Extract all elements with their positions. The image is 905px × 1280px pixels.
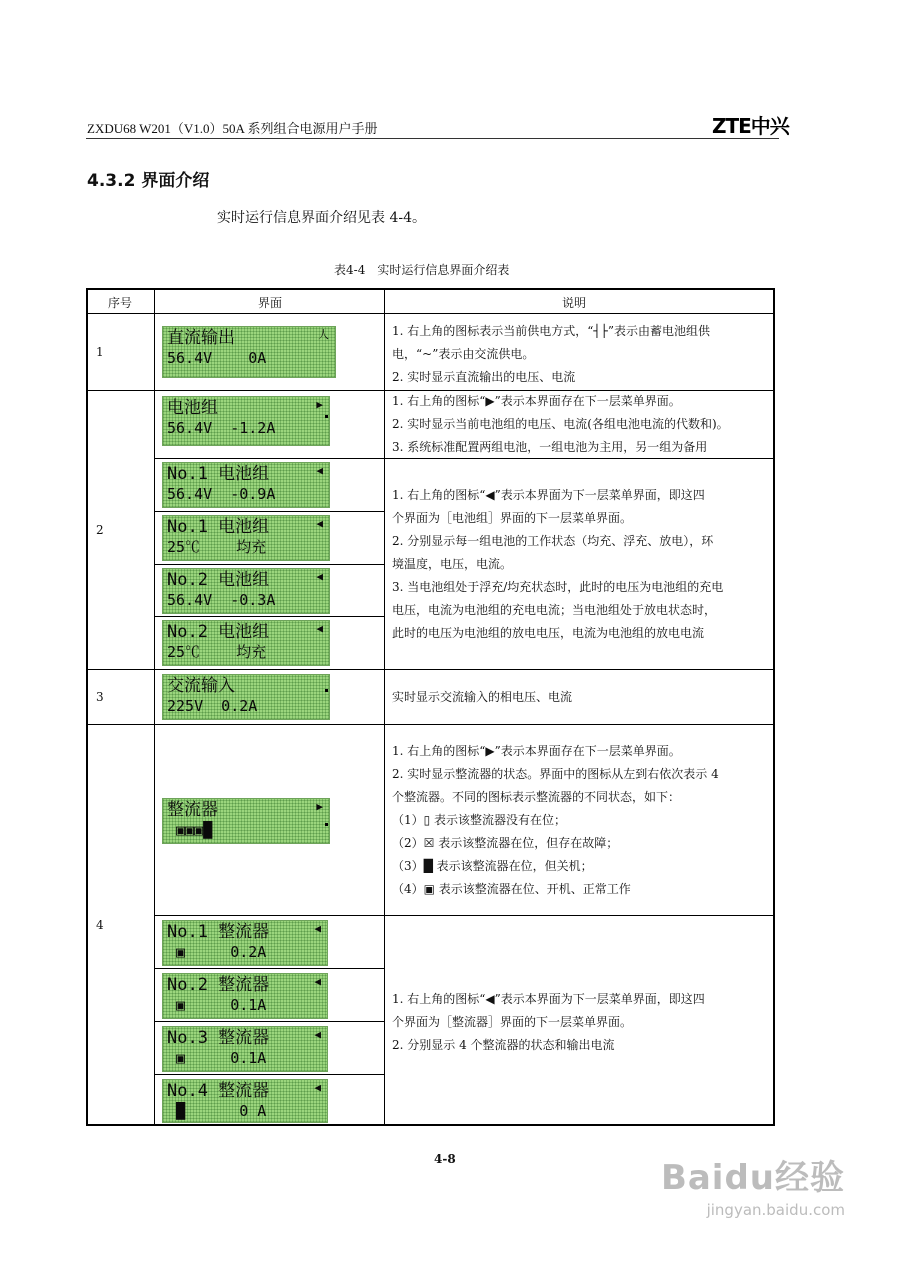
row-number: 4 — [96, 918, 104, 932]
arrow-left-icon: ◀ — [314, 1081, 321, 1094]
lcd-line1: No.2 电池组 — [167, 570, 270, 590]
row-divider — [154, 1074, 384, 1075]
lcd-line1: 电池组 — [167, 398, 218, 418]
desc-line: （2）☒ 表示该整流器在位，但存在故障； — [392, 836, 619, 850]
desc-row2 — [392, 390, 729, 459]
desc-line: 3. 系统标准配置两组电池，一组电池为主用，另一组为备用 — [392, 440, 708, 454]
scroll-dot-icon — [325, 823, 328, 826]
row-divider — [88, 669, 773, 670]
lcd-line1: No.2 整流器 — [167, 975, 270, 995]
power-source-icon: 人 — [318, 328, 329, 341]
row-divider — [154, 564, 384, 565]
desc-line: 个界面为［整流器］界面的下一层菜单界面。 — [392, 1015, 633, 1029]
lcd-line1: No.3 整流器 — [167, 1028, 270, 1048]
lcd-line1: No.1 电池组 — [167, 517, 270, 537]
lcd-screen-battery-1 — [162, 462, 330, 508]
header-desc: 说明 — [562, 296, 587, 310]
row-number: 3 — [96, 690, 104, 704]
lcd-line1: No.4 整流器 — [167, 1081, 270, 1101]
desc-line: 电，“~”表示由交流供电。 — [392, 347, 535, 361]
row-divider — [154, 616, 384, 617]
lcd-screen-battery-2-status — [162, 620, 330, 666]
lcd-line2: 25℃ 均充 — [167, 643, 267, 661]
row-divider — [154, 1021, 384, 1022]
col-divider — [154, 290, 155, 1124]
lcd-line2: █ 0 A — [167, 1102, 267, 1120]
row-number: 1 — [96, 345, 104, 359]
desc-line: （4）▣ 表示该整流器在位、开机、正常工作 — [392, 882, 631, 896]
intro-paragraph: 实时运行信息界面介绍见表 4-4。 — [217, 210, 426, 226]
arrow-left-icon: ◀ — [314, 922, 321, 935]
desc-line: 个整流器。不同的图标表示整流器的不同状态，如下： — [392, 790, 681, 804]
arrow-left-icon: ◀ — [314, 1028, 321, 1041]
desc-line: 电压，电流为电池组的充电电流；当电池组处于放电状态时， — [392, 603, 717, 617]
desc-row4 — [392, 740, 719, 901]
lcd-line2: 225V 0.2A — [167, 697, 258, 715]
desc-line: 2. 实时显示当前电池组的电压、电流(各组电池电流的代数和)。 — [392, 417, 729, 431]
lcd-screen-battery — [162, 396, 330, 446]
document-header-title: ZXDU68 W201（V1.0）50A 系列组合电源用户手册 — [87, 121, 378, 136]
desc-line: 1. 右上角的图标“▶”表示本界面存在下一层菜单界面。 — [392, 394, 681, 408]
lcd-screen-dc-output — [162, 326, 336, 378]
desc-line: 2. 分别显示每一组电池的工作状态（均充、浮充、放电），环 — [392, 534, 714, 548]
desc-line: 2. 实时显示整流器的状态。界面中的图标从左到右依次表示 4 — [392, 767, 719, 781]
arrow-left-icon: ◀ — [316, 622, 323, 635]
lcd-screen-rectifier-4 — [162, 1079, 328, 1123]
lcd-line1: No.1 整流器 — [167, 922, 270, 942]
lcd-screen-battery-1-status — [162, 515, 330, 561]
arrow-left-icon: ◀ — [314, 975, 321, 988]
lcd-line1: No.1 电池组 — [167, 464, 270, 484]
lcd-line2: 56.4V -0.9A — [167, 485, 276, 503]
section-title: 4.3.2 界面介绍 — [87, 171, 210, 191]
row-divider — [88, 724, 773, 725]
desc-row1 — [392, 320, 710, 389]
desc-line: 实时显示交流输入的相电压、电流 — [392, 690, 573, 704]
arrow-right-icon: ▶ — [316, 398, 323, 411]
lcd-line2: 56.4V -0.3A — [167, 591, 276, 609]
table-caption: 表4-4 实时运行信息界面介绍表 — [334, 263, 510, 277]
desc-line: 2. 实时显示直流输出的电压、电流 — [392, 370, 576, 384]
row-number: 2 — [96, 523, 104, 537]
lcd-screen-rectifier-3 — [162, 1026, 328, 1072]
col-divider — [384, 290, 385, 1124]
desc-line: 境温度，电压，电流。 — [392, 557, 513, 571]
baidu-watermark — [661, 1150, 845, 1219]
desc-line: 此时的电压为电池组的放电电压，电流为电池组的放电电流 — [392, 626, 705, 640]
desc-row2-sub — [392, 484, 723, 645]
arrow-left-icon: ◀ — [316, 464, 323, 477]
lcd-screen-rectifier — [162, 798, 330, 844]
arrow-right-icon: ▶ — [316, 800, 323, 813]
info-table — [86, 288, 775, 1126]
page-number: 4-8 — [434, 1152, 456, 1166]
lcd-line1: No.2 电池组 — [167, 622, 270, 642]
lcd-screen-battery-2 — [162, 568, 330, 614]
desc-line: （3）█ 表示该整流器在位，但关机； — [392, 859, 593, 873]
header-no: 序号 — [108, 296, 133, 310]
lcd-line2: ▣▣▣█ — [167, 821, 213, 839]
lcd-line2: ▣ 0.1A — [167, 996, 267, 1014]
header-screen: 界面 — [258, 296, 283, 310]
desc-line: 3. 当电池组处于浮充/均充状态时，此时的电压为电池组的充电 — [392, 580, 724, 594]
watermark-sub: jingyan.baidu.com — [706, 1201, 845, 1219]
scroll-dot-icon — [325, 689, 328, 692]
lcd-line2: 56.4V 0A — [167, 349, 267, 367]
lcd-line2: ▣ 0.1A — [167, 1049, 267, 1067]
scroll-dot-icon — [325, 415, 328, 418]
row-divider — [154, 511, 384, 512]
row-divider — [154, 915, 773, 916]
lcd-screen-ac-input — [162, 674, 330, 720]
desc-row3 — [392, 686, 572, 709]
desc-row4-sub — [392, 988, 705, 1057]
desc-line: 2. 分别显示 4 个整流器的状态和输出电流 — [392, 1038, 615, 1052]
desc-line: （1）▯ 表示该整流器没有在位； — [392, 813, 567, 827]
lcd-line1: 整流器 — [167, 800, 218, 820]
desc-line: 1. 右上角的图标“◀”表示本界面为下一层菜单界面，即这四 — [392, 488, 705, 502]
desc-line: 1. 右上角的图标表示当前供电方式，“┤├”表示由蓄电池组供 — [392, 324, 710, 338]
lcd-line2: ▣ 0.2A — [167, 943, 267, 961]
arrow-left-icon: ◀ — [316, 517, 323, 530]
lcd-screen-rectifier-2 — [162, 973, 328, 1019]
header-divider — [86, 138, 779, 139]
arrow-left-icon: ◀ — [316, 570, 323, 583]
lcd-line2: 25℃ 均充 — [167, 538, 267, 556]
watermark-main: Baidu经验 — [660, 1158, 845, 1198]
zte-logo: ZTE中兴 — [712, 114, 789, 138]
lcd-line2: 56.4V -1.2A — [167, 419, 276, 437]
row-divider — [88, 313, 773, 314]
row-divider — [154, 968, 384, 969]
desc-line: 个界面为［电池组］界面的下一层菜单界面。 — [392, 511, 633, 525]
lcd-line1: 交流输入 — [167, 676, 235, 696]
desc-line: 1. 右上角的图标“▶”表示本界面存在下一层菜单界面。 — [392, 744, 681, 758]
lcd-line1: 直流输出 — [167, 328, 235, 348]
lcd-screen-rectifier-1 — [162, 920, 328, 966]
desc-line: 1. 右上角的图标“◀”表示本界面为下一层菜单界面，即这四 — [392, 992, 705, 1006]
